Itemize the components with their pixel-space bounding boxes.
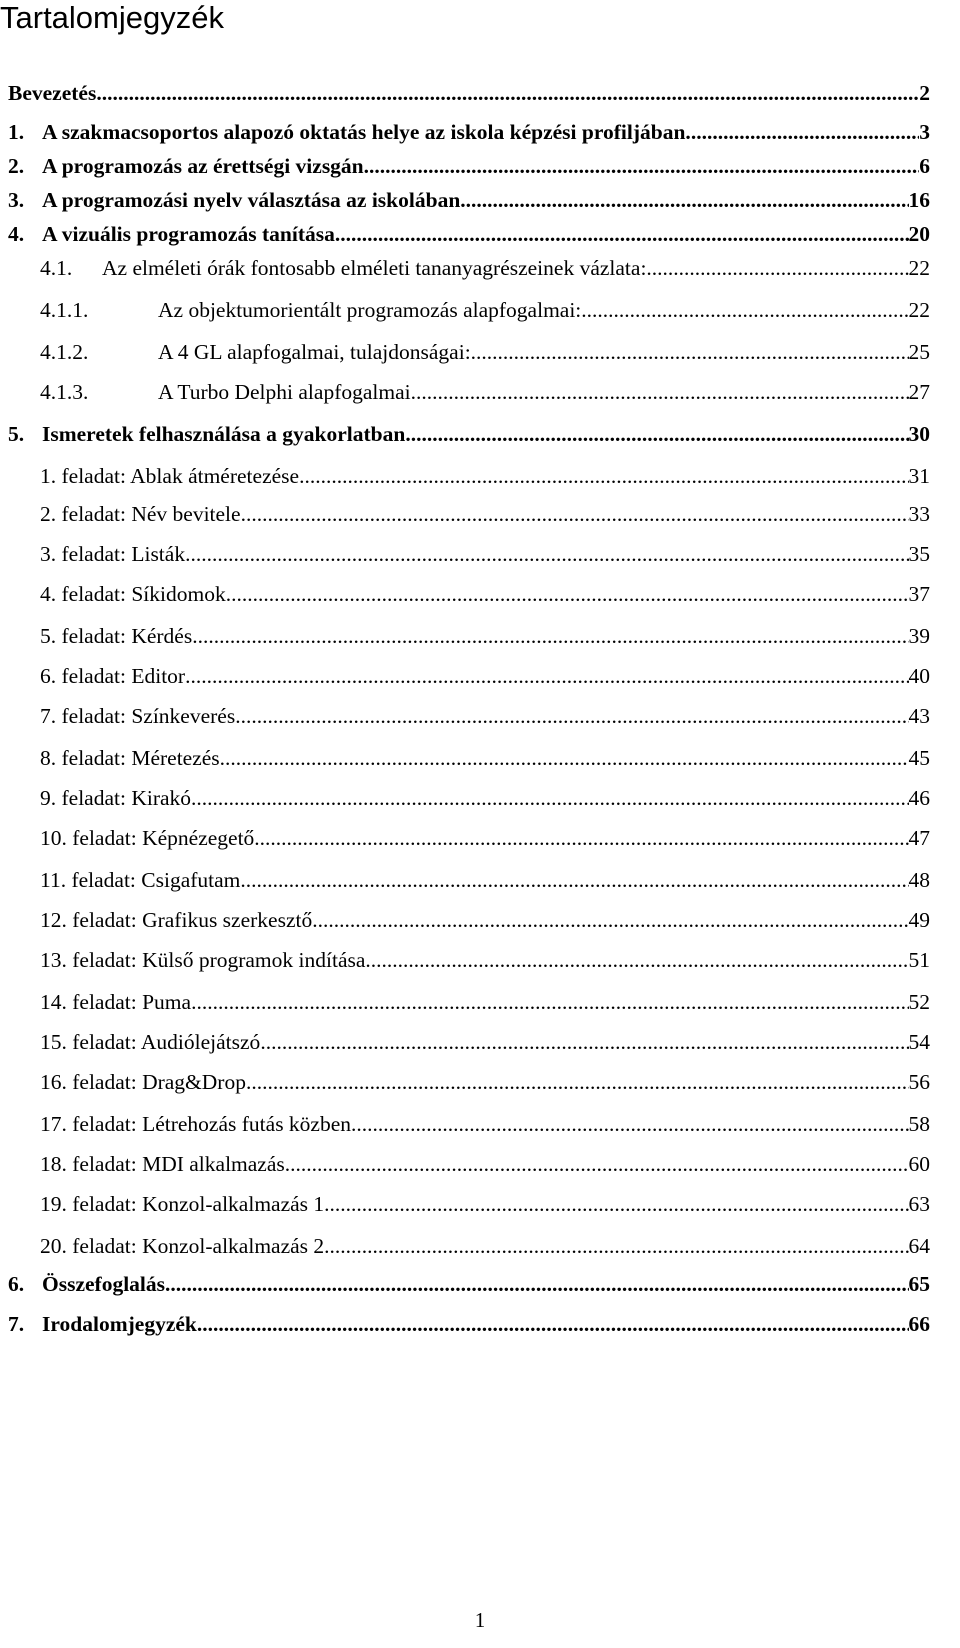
toc-entry[interactable] bbox=[40, 1108, 930, 1140]
toc-entry[interactable] bbox=[40, 1148, 930, 1180]
toc-dot-leader bbox=[240, 864, 908, 896]
toc-entry-title: A 4 GL alapfogalmai, tulajdonságai: bbox=[158, 340, 471, 364]
toc-entry-number: 4.1. bbox=[40, 256, 73, 280]
toc-entry-page: 33 bbox=[908, 502, 930, 526]
toc-entry-title: A vizuális programozás tanítása bbox=[42, 222, 335, 246]
toc-entry-title: 8. feladat: Méretezés bbox=[40, 746, 220, 770]
toc-entry-number: 4.1.2. bbox=[40, 340, 89, 364]
toc-entry[interactable] bbox=[8, 218, 930, 250]
toc-entry-page: 22 bbox=[908, 298, 930, 322]
toc-entry-page: 60 bbox=[908, 1152, 930, 1176]
toc-entry-page: 16 bbox=[908, 188, 930, 212]
toc-dot-leader bbox=[185, 660, 908, 692]
toc-dot-leader bbox=[471, 336, 909, 368]
toc-entry[interactable] bbox=[40, 944, 930, 976]
page-title: Tartalomjegyzék bbox=[0, 0, 224, 35]
toc-entry-title: A programozás az érettségi vizsgán bbox=[42, 154, 364, 178]
toc-entry-page: 45 bbox=[908, 746, 930, 770]
toc-entry-page: 51 bbox=[908, 948, 930, 972]
toc-entry-title: A programozási nyelv választása az iskolában bbox=[42, 188, 461, 212]
toc-entry[interactable] bbox=[40, 498, 930, 530]
toc-entry-title: 5. feladat: Kérdés bbox=[40, 624, 193, 648]
toc-dot-leader bbox=[241, 498, 909, 530]
toc-dot-leader bbox=[299, 460, 908, 492]
toc-entry[interactable] bbox=[40, 986, 930, 1018]
toc-entry-title: 1. feladat: Ablak átméretezése bbox=[40, 464, 300, 488]
toc-entry-title: Az objektumorientált programozás alapfogalmai: bbox=[158, 298, 582, 322]
toc-entry[interactable] bbox=[40, 822, 930, 854]
toc-entry[interactable] bbox=[40, 1026, 930, 1058]
toc-dot-leader bbox=[351, 1108, 908, 1140]
toc-entry-number: 4.1.3. bbox=[40, 380, 89, 404]
toc-entry-number: 5. bbox=[8, 422, 25, 446]
toc-dot-leader bbox=[254, 822, 908, 854]
toc-dot-leader bbox=[246, 1066, 909, 1098]
toc-dot-leader bbox=[364, 150, 920, 182]
toc-entry[interactable] bbox=[8, 150, 930, 182]
toc-entry-title: Irodalomjegyzék bbox=[42, 1312, 197, 1336]
toc-entry[interactable] bbox=[40, 376, 930, 408]
toc-entry-title: 9. feladat: Kirakó bbox=[40, 786, 192, 810]
toc-entry[interactable] bbox=[40, 864, 930, 896]
toc-entry-page: 47 bbox=[908, 826, 930, 850]
toc-dot-leader bbox=[220, 742, 909, 774]
toc-entry[interactable] bbox=[40, 294, 930, 326]
toc-entry-title: 10. feladat: Képnézegető bbox=[40, 826, 255, 850]
toc-entry-page: 49 bbox=[908, 908, 930, 932]
toc-dot-leader bbox=[411, 376, 909, 408]
toc-dot-leader bbox=[165, 1268, 908, 1300]
toc-dot-leader bbox=[330, 1188, 909, 1220]
toc-dot-leader bbox=[405, 418, 908, 450]
toc-entry[interactable] bbox=[40, 460, 930, 492]
toc-entry-page: 31 bbox=[908, 464, 930, 488]
toc-entry-page: 2 bbox=[919, 81, 930, 105]
toc-entry-page: 37 bbox=[908, 582, 930, 606]
toc-entry-title: A Turbo Delphi alapfogalmai bbox=[158, 380, 411, 404]
toc-entry[interactable] bbox=[40, 1188, 930, 1220]
toc-dot-leader bbox=[260, 1026, 908, 1058]
toc-dot-leader bbox=[226, 578, 909, 610]
toc-entry-page: 48 bbox=[908, 868, 930, 892]
toc-dot-leader bbox=[191, 782, 908, 814]
toc-entry-page: 30 bbox=[908, 422, 930, 446]
toc-entry[interactable] bbox=[40, 1230, 930, 1262]
toc-dot-leader bbox=[285, 1148, 909, 1180]
toc-entry-title: 20. feladat: Konzol-alkalmazás 2. bbox=[40, 1234, 330, 1258]
toc-entry-title: 15. feladat: Audiólejátszó bbox=[40, 1030, 261, 1054]
toc-entry-title: Az elméleti órák fontosabb elméleti tananyagrészeinek vázlata: bbox=[102, 256, 647, 280]
toc-entry-page: 43 bbox=[908, 704, 930, 728]
toc-entry[interactable] bbox=[40, 742, 930, 774]
toc-entry-page: 58 bbox=[908, 1112, 930, 1136]
toc-entry-page: 66 bbox=[908, 1312, 930, 1336]
toc-dot-leader bbox=[691, 116, 919, 148]
toc-dot-leader bbox=[191, 986, 908, 1018]
toc-dot-leader bbox=[96, 77, 919, 109]
toc-entry-page: 3 bbox=[919, 120, 930, 144]
toc-entry-number: 7. bbox=[8, 1312, 25, 1336]
toc-dot-leader bbox=[646, 252, 908, 284]
toc-entry[interactable] bbox=[40, 782, 930, 814]
toc-entry-page: 63 bbox=[908, 1192, 930, 1216]
toc-dot-leader bbox=[335, 218, 909, 250]
toc-entry-title: A szakmacsoportos alapozó oktatás helye az iskola képzési profiljában. bbox=[42, 120, 691, 144]
toc-dot-leader bbox=[185, 538, 908, 570]
toc-entry-title: 6. feladat: Editor bbox=[40, 664, 186, 688]
page-number: 1 bbox=[474, 1608, 486, 1632]
toc-entry-title: 13. feladat: Külső programok indítása bbox=[40, 948, 366, 972]
toc-entry[interactable] bbox=[8, 1268, 930, 1300]
toc-entry[interactable] bbox=[40, 700, 930, 732]
toc-entry-title: 7. feladat: Színkeverés bbox=[40, 704, 236, 728]
toc-dot-leader bbox=[192, 620, 908, 652]
toc-entry-title: 2. feladat: Név bevitele bbox=[40, 502, 241, 526]
toc-entry-page: 27 bbox=[908, 380, 930, 404]
toc-entry[interactable] bbox=[8, 77, 930, 109]
toc-entry-title: 14. feladat: Puma bbox=[40, 990, 192, 1014]
toc-entry[interactable] bbox=[40, 578, 930, 610]
toc-dot-leader bbox=[581, 294, 908, 326]
toc-entry[interactable] bbox=[40, 538, 930, 570]
toc-entry-page: 46 bbox=[908, 786, 930, 810]
toc-entry-page: 65 bbox=[908, 1272, 930, 1296]
toc-dot-leader bbox=[312, 904, 908, 936]
toc-entry-title: Ismeretek felhasználása a gyakorlatban bbox=[42, 422, 406, 446]
toc-entry[interactable] bbox=[8, 1308, 930, 1340]
toc-entry-title: 17. feladat: Létrehozás futás közben bbox=[40, 1112, 352, 1136]
toc-entry-title: 3. feladat: Listák bbox=[40, 542, 186, 566]
toc-entry-page: 56 bbox=[908, 1070, 930, 1094]
toc-entry-page: 35 bbox=[908, 542, 930, 566]
toc-entry[interactable] bbox=[40, 620, 930, 652]
toc-entry-title: Összefoglalás bbox=[42, 1272, 166, 1296]
toc-entry-number: 4.1.1. bbox=[40, 298, 89, 322]
toc-dot-leader bbox=[197, 1308, 909, 1340]
toc-dot-leader bbox=[460, 184, 908, 216]
toc-entry[interactable] bbox=[8, 418, 930, 450]
toc-entry[interactable] bbox=[40, 252, 930, 284]
toc-entry-page: 20 bbox=[908, 222, 930, 246]
toc-entry[interactable] bbox=[40, 660, 930, 692]
toc-entry-page: 40 bbox=[908, 664, 930, 688]
toc-entry[interactable] bbox=[40, 1066, 930, 1098]
toc-entry-page: 6 bbox=[919, 154, 930, 178]
toc-entry-title: 12. feladat: Grafikus szerkesztő bbox=[40, 908, 313, 932]
toc-dot-leader bbox=[330, 1230, 909, 1262]
toc-entry-number: 4. bbox=[8, 222, 25, 246]
toc-entry-title: 4. feladat: Síkidomok bbox=[40, 582, 226, 606]
toc-entry-page: 25 bbox=[908, 340, 930, 364]
toc-entry[interactable] bbox=[8, 184, 930, 216]
toc-entry[interactable] bbox=[40, 336, 930, 368]
toc-entry-number: 6. bbox=[8, 1272, 25, 1296]
toc-entry-title: 19. feladat: Konzol-alkalmazás 1. bbox=[40, 1192, 330, 1216]
toc-entry-number: 1. bbox=[8, 120, 25, 144]
toc-dot-leader bbox=[235, 700, 908, 732]
toc-entry-page: 22 bbox=[908, 256, 930, 280]
toc-dot-leader bbox=[365, 944, 908, 976]
toc-entry-title: 18. feladat: MDI alkalmazás bbox=[40, 1152, 285, 1176]
toc-entry-title: Bevezetés bbox=[8, 81, 97, 105]
toc-entry-page: 54 bbox=[908, 1030, 930, 1054]
toc-entry-title: 11. feladat: Csigafutam bbox=[40, 868, 241, 892]
toc-entry-page: 52 bbox=[908, 990, 930, 1014]
toc-entry-page: 64 bbox=[908, 1234, 930, 1258]
toc-entry[interactable] bbox=[8, 116, 930, 148]
toc-entry[interactable] bbox=[40, 904, 930, 936]
toc-entry-number: 3. bbox=[8, 188, 25, 212]
toc-entry-number: 2. bbox=[8, 154, 25, 178]
toc-entry-page: 39 bbox=[908, 624, 930, 648]
toc-entry-title: 16. feladat: Drag&Drop bbox=[40, 1070, 246, 1094]
